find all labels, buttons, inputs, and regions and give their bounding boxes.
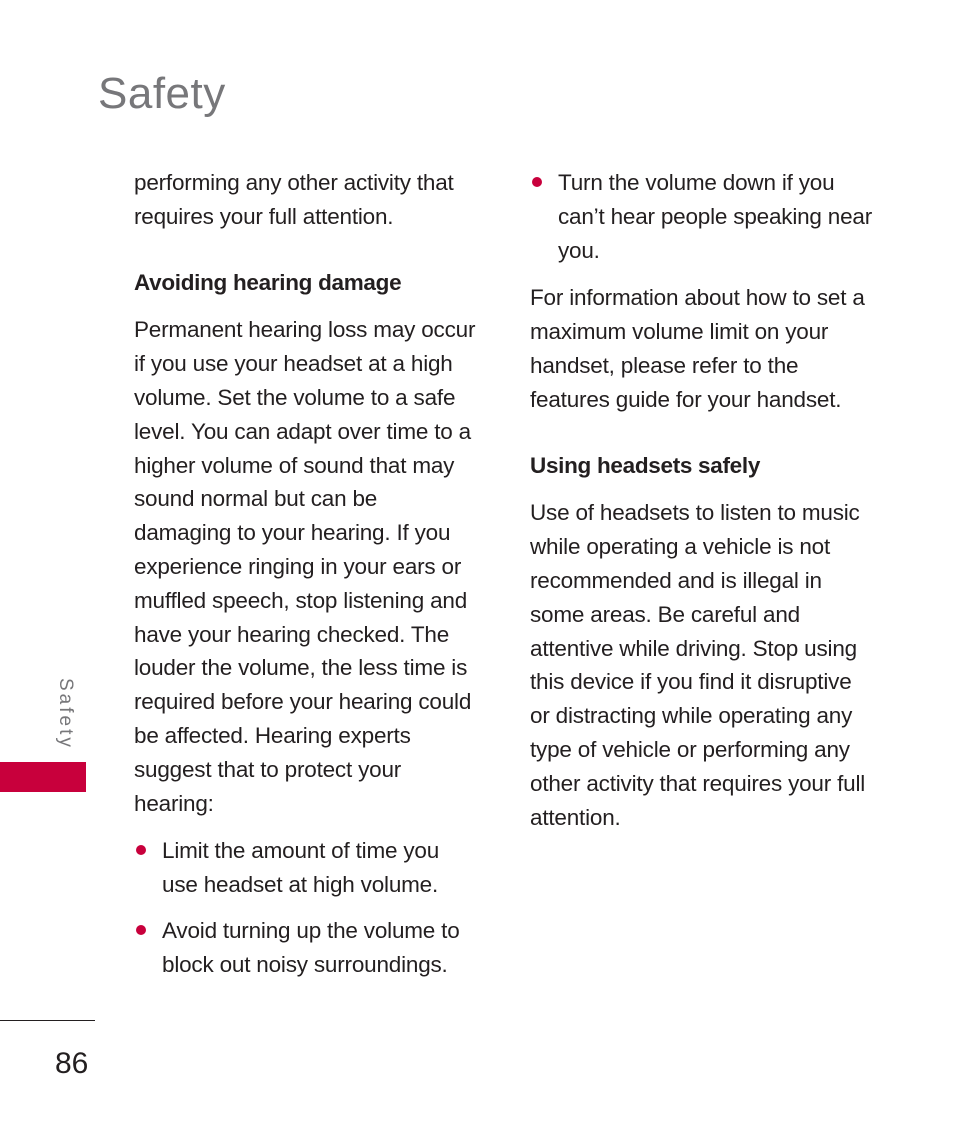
section-tab-marker (0, 762, 86, 792)
volume-bullet-list (530, 166, 875, 267)
right-column (530, 166, 875, 848)
bullet-icon (136, 925, 146, 935)
list-item-text: Avoid turning up the volume to block out noisy surroundings. (162, 917, 460, 977)
volume-limit-info-paragraph: For information about how to set a maximum volume limit on your handset, please refer to the features guide for your handset. (530, 285, 865, 412)
headsets-paragraph: Use of headsets to listen to music while operating a vehicle is not recommended and is illegal in some areas. Be careful and attentive while driving. Stop using this device if you find it disruptive or distracting while operating any type of vehicle or performing any other activity that requires your full attention. (530, 500, 866, 830)
list-item-text: Limit the amount of time you use headset at high volume. (162, 838, 440, 898)
section-heading-hearing: Avoiding hearing damage (134, 269, 402, 295)
page-number: 86 (55, 1047, 89, 1080)
bullet-icon (532, 177, 542, 187)
bullet-icon (136, 845, 146, 855)
list-item (134, 834, 479, 902)
list-item (134, 914, 479, 982)
continued-paragraph: performing any other activity that requires your full attention. (134, 170, 454, 229)
list-item (530, 166, 875, 267)
section-heading-headsets: Using headsets safely (530, 452, 761, 478)
side-section-label: Safety (55, 678, 76, 750)
footer-divider (0, 1020, 95, 1021)
hearing-bullet-list (134, 834, 479, 981)
list-item-text: Turn the volume down if you can’t hear people speaking near you. (558, 170, 873, 263)
hearing-paragraph: Permanent hearing loss may occur if you use your headset at a high volume. Set the volume to a safe level. You can adapt over time to a higher volume of sound that may sound normal but can be damaging to your hearing. If you experience ringing in your ears or muffled speech, stop listening and have your hearing checked. The louder the volume, the less time is required before your hearing could be affected. Hearing experts suggest that to protect your hearing: (134, 317, 476, 816)
left-column (134, 166, 479, 996)
page-title: Safety (98, 69, 226, 118)
